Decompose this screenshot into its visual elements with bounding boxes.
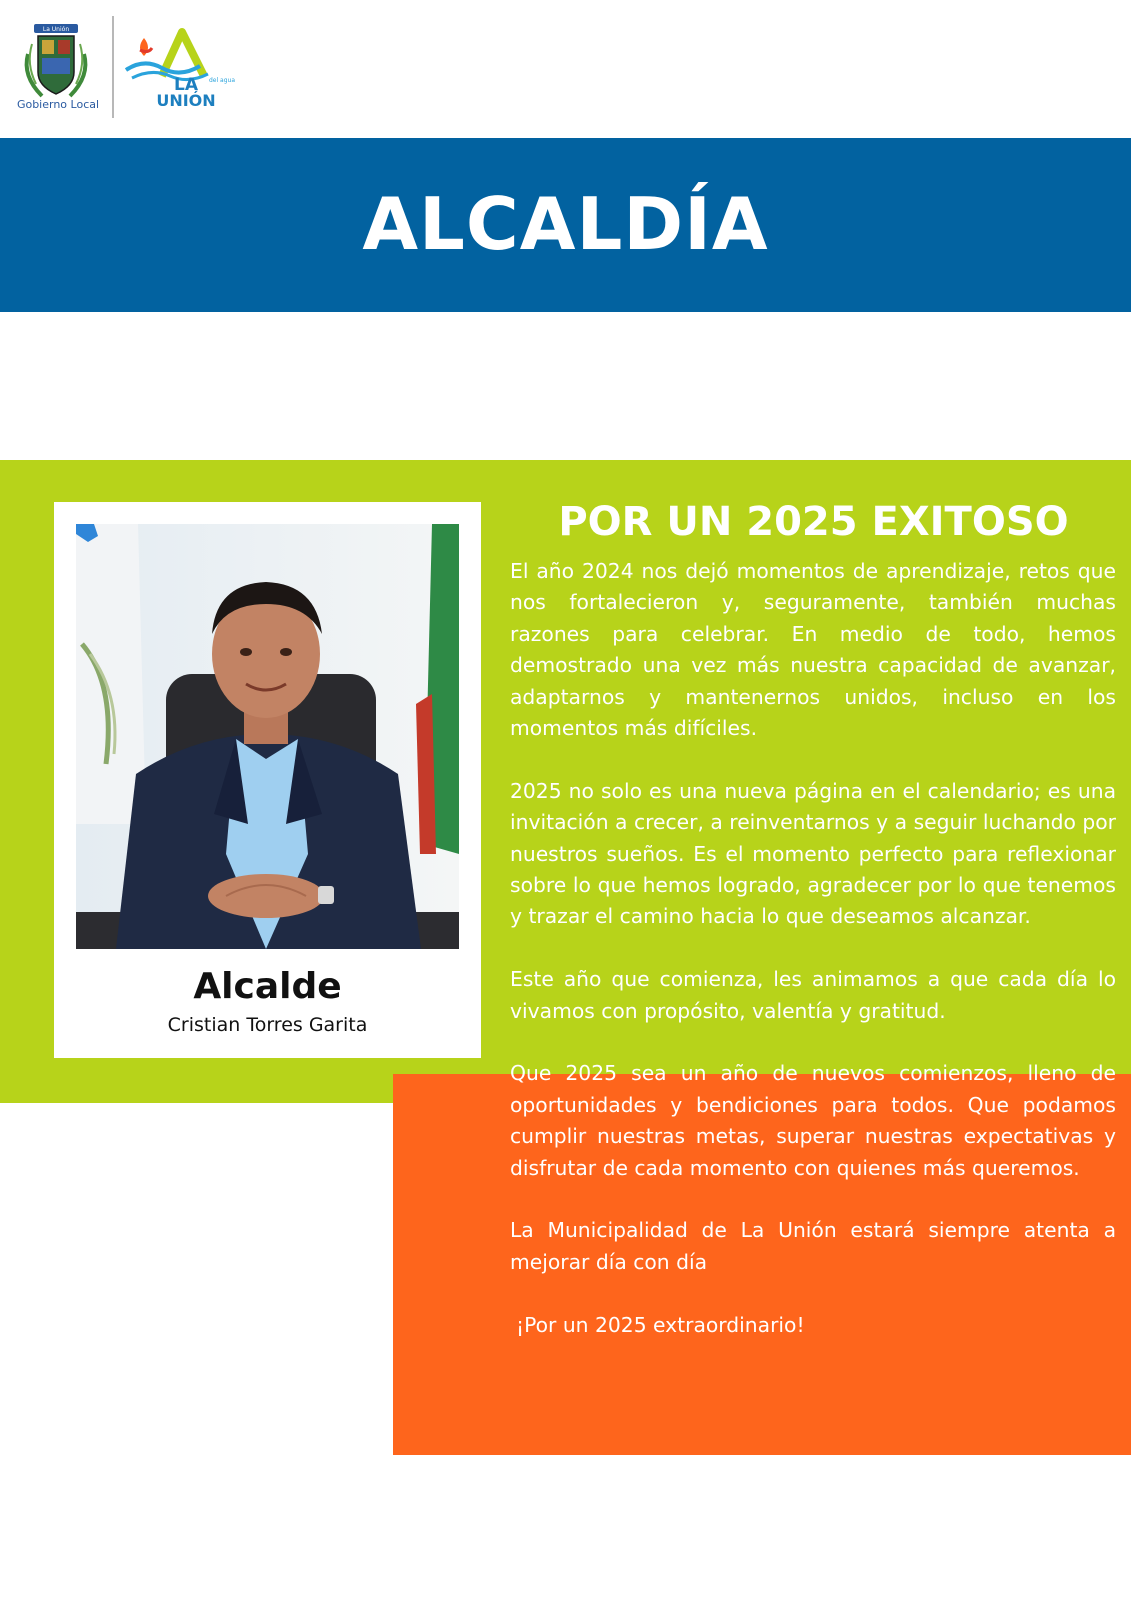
mayor-name: Cristian Torres Garita — [167, 1014, 368, 1036]
article-paragraph: La Municipalidad de La Unión estará siempre atenta a mejorar día con día — [510, 1218, 1116, 1274]
article-paragraph: Este año que comienza, les animamos a que cada día lo vivamos con propósito, valentía y gratitud. — [510, 967, 1116, 1023]
article-closing-line: ¡Por un 2025 extraordinario! — [516, 1312, 805, 1337]
brand-la-text: LA — [174, 75, 198, 95]
la-union-brand-logo — [122, 24, 242, 108]
portrait-illustration — [76, 524, 459, 949]
article-heading: POR UN 2025 EXITOSO — [558, 499, 1069, 545]
article-paragraph: 2025 no solo es una nueva página en el calendario; es una invitación a crecer, a reinventarnos y a seguir luchando por nuestros sueños. Es el momento perfecto para reflexionar sobre lo que hemos logrado, agradecer por lo que tenemos y trazar el camino hacia lo que deseamos alcanzar. — [510, 778, 1116, 929]
page-title: ALCALDÍA — [362, 182, 769, 266]
article-paragraph: El año 2024 nos dejó momentos de aprendizaje, retos que nos fortalecieron y, seguramente, también muchas razones para celebrar. En medio de todo, hemos demostrado una vez más nuestra capacidad de avanzar, adaptarnos y mantenernos unidos, incluso en los momentos más difíciles. — [510, 559, 1116, 741]
mayor-portrait-image — [76, 524, 459, 949]
article-body — [510, 556, 1116, 1341]
brand-union-text: UNIÓN — [156, 91, 216, 108]
mayor-photo-card — [54, 502, 481, 1058]
brand-small-text: del agua — [208, 77, 236, 84]
article-paragraph: Que 2025 sea un año de nuevos comienzos, lleno de oportunidades y bendiciones para todos. Que podamos cumplir nuestras metas, superar nuestras expectativas y disfrutar de cada momento con quienes más queremos. — [510, 1061, 1116, 1180]
logo-divider — [112, 16, 114, 118]
header-logos — [0, 0, 260, 130]
mayor-role-title: Alcalde — [193, 966, 342, 1007]
crest-caption: Gobierno Local — [16, 98, 100, 111]
crest-ribbon-text: La Unión — [42, 26, 70, 33]
